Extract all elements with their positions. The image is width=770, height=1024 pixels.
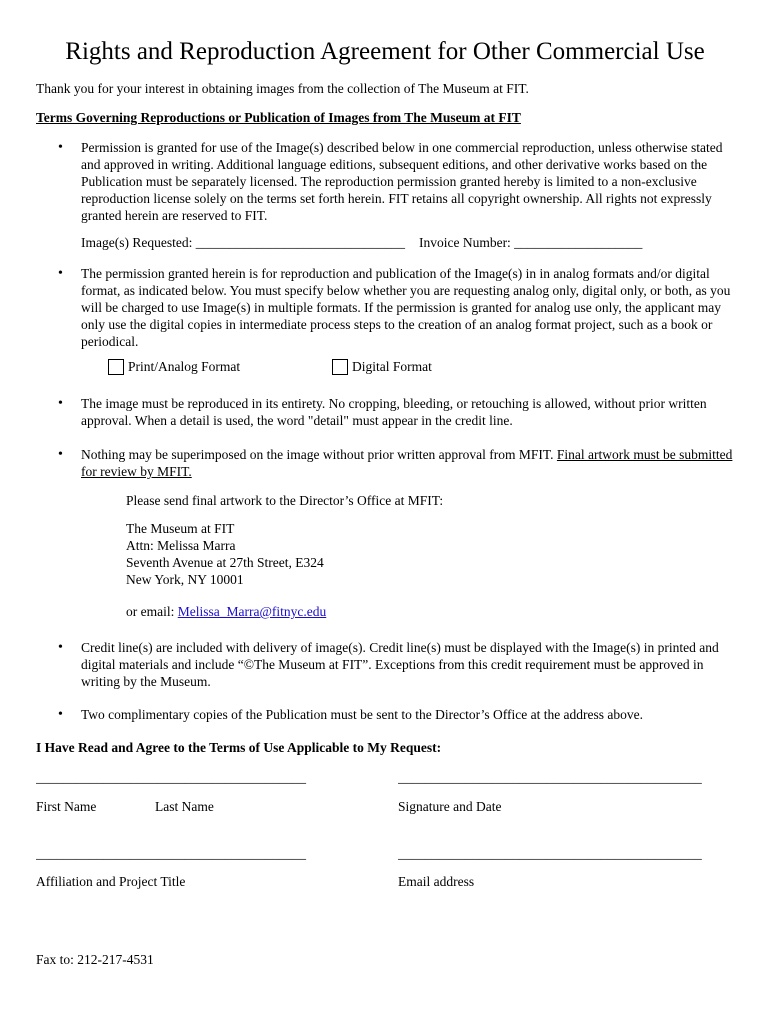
email-prefix: or email:: [126, 604, 178, 619]
bullet-icon: •: [58, 447, 63, 462]
bullet-icon: •: [58, 396, 63, 411]
bullet-icon: •: [58, 266, 63, 281]
page-title: Rights and Reproduction Agreement for Other Commercial Use: [65, 38, 705, 65]
term-format: The permission granted herein is for reproduction and publication of the Image(s) in in analog formats and/or digital format, as indicated below. You must specify below whether you are requesting analog only, digital only, or both, as you will be charged to use Image(s) in multiple formats. If the permission is granted for analog use only, the applicant may only use the digital copies in intermediate process steps to the creation of an analog format project, such as a book or periodical.: [81, 266, 731, 349]
digital-format-checkbox[interactable]: [332, 359, 348, 375]
address-line: Seventh Avenue at 27th Street, E324: [126, 555, 324, 570]
terms-heading: Terms Governing Reproductions or Publication of Images from The Museum at FIT: [36, 110, 521, 125]
address-line: Attn: Melissa Marra: [126, 538, 236, 553]
affiliation-line[interactable]: ________________________________________: [36, 846, 306, 861]
fax-number: Fax to: 212-217-4531: [36, 952, 154, 967]
digital-format-option[interactable]: [332, 358, 432, 375]
invoice-number-field[interactable]: Invoice Number: ___________________: [418, 235, 643, 250]
images-requested-field[interactable]: Image(s) Requested: _______________________________: [81, 235, 405, 250]
intro-text: Thank you for your interest in obtaining images from the collection of The Museum at FIT.: [36, 81, 529, 96]
email-address-label: Email address: [398, 874, 475, 889]
term-permission-scope: Permission is granted for use of the Image(s) described below in one commercial reproduction, unless otherwise stated and approved in writing. Additional language editions, subsequent editions, and other derivative works based on the Publication must be separately licensed. The reproduction permission granted hereby is limited to a non-exclusive reproduction license solely on the terms set forth herein. FIT retains all copyright ownership. All rights not expressly granted herein are reserved to FIT.: [81, 140, 723, 223]
term-entirety: The image must be reproduced in its entirety. No cropping, bleeding, or retouching is allowed, without prior written approval. When a detail is used, the word "detail" must appear in the credit line.: [81, 396, 707, 428]
request-fields-row: [81, 234, 642, 251]
signature-date-label: Signature and Date: [398, 799, 502, 814]
artwork-review-notice: Final artwork must be submitted for review by MFIT.: [81, 447, 733, 479]
bullet-icon: •: [58, 707, 63, 722]
bullet-icon: •: [58, 140, 63, 155]
print-format-option[interactable]: [108, 358, 240, 375]
agreement-heading: I Have Read and Agree to the Terms of Use Applicable to My Request:: [36, 740, 442, 755]
address-line: The Museum at FIT: [126, 521, 235, 536]
signature-date-line[interactable]: _____________________________________________: [398, 770, 702, 785]
address-line: New York, NY 10001: [126, 572, 244, 587]
name-signature-line[interactable]: ________________________________________: [36, 770, 306, 785]
term-credit-line: Credit line(s) are included with delivery of image(s). Credit line(s) must be displayed with the Image(s) in printed and digital materials and include “©The Museum at FIT”. Exceptions from this credit requirement must be approved in writing by the Museum.: [81, 640, 719, 689]
print-format-label: Print/Analog Format: [128, 359, 241, 374]
first-name-label: First Name: [36, 799, 97, 814]
email-address-line[interactable]: _____________________________________________: [398, 846, 702, 861]
digital-format-label: Digital Format: [352, 359, 432, 374]
print-format-checkbox[interactable]: [108, 359, 124, 375]
bullet-icon: •: [58, 640, 63, 655]
last-name-label: Last Name: [155, 799, 214, 814]
term-complimentary-copies: Two complimentary copies of the Publication must be sent to the Director’s Office at the address above.: [81, 707, 644, 722]
artwork-instruction: Please send final artwork to the Director’s Office at MFIT:: [126, 493, 444, 508]
affiliation-label: Affiliation and Project Title: [36, 874, 186, 889]
email-link[interactable]: Melissa_Marra@fitnyc.edu: [177, 604, 327, 619]
email-line: [126, 603, 326, 620]
superimpose-text: Nothing may be superimposed on the image without prior written approval from MFIT.: [81, 447, 557, 462]
term-superimpose: [81, 446, 741, 480]
